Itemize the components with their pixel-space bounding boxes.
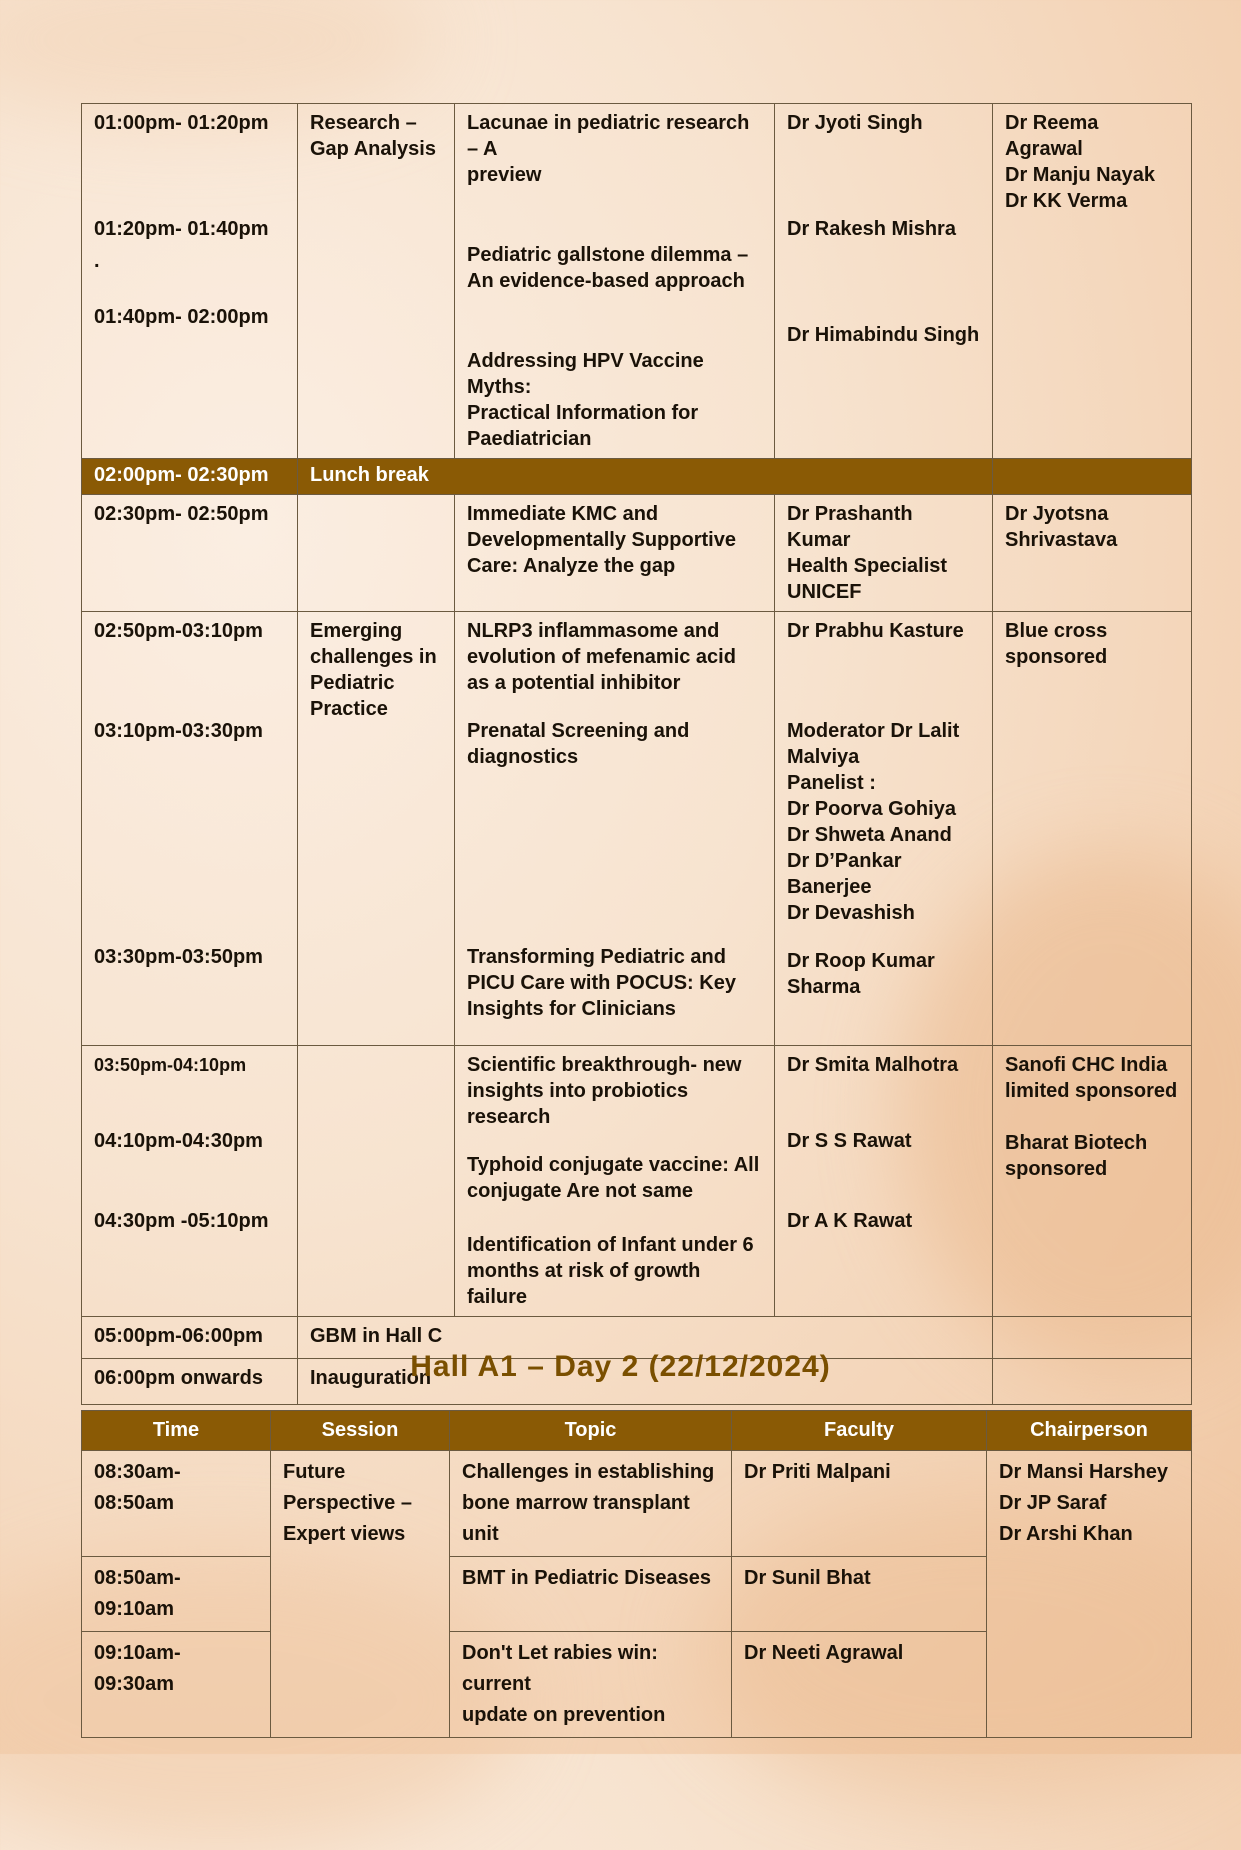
topic-cell [450, 1451, 732, 1557]
topic-cell [455, 612, 775, 1046]
faculty-cell [775, 612, 993, 1046]
time-cell [82, 459, 298, 495]
session-cell [298, 459, 993, 495]
session-title: Research – Gap Analysis [310, 112, 436, 160]
column-header: Session [271, 1411, 450, 1451]
chairperson-names: Sanofi CHC India limited sponsored [1005, 1054, 1178, 1102]
bullet-dot: . [94, 250, 100, 272]
faculty-name: Dr Roop Kumar Sharma [787, 950, 935, 998]
time-slot: 03:30pm-03:50pm [94, 946, 263, 968]
session-cell [271, 1451, 450, 1738]
column-header: Chairperson [987, 1411, 1192, 1451]
topic-text: Pediatric gallstone dilemma – An evidence-based approach [467, 244, 749, 292]
faculty-cell [732, 1632, 987, 1738]
column-header: Time [82, 1411, 271, 1451]
header-row [82, 1411, 1192, 1451]
column-header: Topic [450, 1411, 732, 1451]
session-title: Future Perspective – Expert views [283, 1461, 412, 1545]
faculty-name: Dr A K Rawat [787, 1210, 913, 1232]
faculty-name: Dr Prashanth Kumar Health Specialist UNICEF [787, 503, 948, 603]
time-cell [82, 1557, 271, 1632]
time-slot: 09:10am-09:30am [94, 1642, 181, 1695]
session-cell [298, 495, 455, 612]
faculty-name: Dr Himabindu Singh [787, 324, 980, 346]
topic-cell [455, 495, 775, 612]
table-row [82, 459, 1192, 495]
faculty-name: Dr Neeti Agrawal [744, 1642, 904, 1664]
time-cell [82, 104, 298, 459]
topic-text: Typhoid conjugate vaccine: All conjugate Are not same [467, 1154, 760, 1202]
topic-text: Transforming Pediatric and PICU Care with POCUS: Key Insights for Clinicians [467, 946, 736, 1020]
faculty-name: Moderator Dr Lalit Malviya Panelist : Dr Poorva Gohiya Dr Shweta Anand Dr D’Pankar Banerjee Dr Devashish [787, 720, 960, 924]
session-title: Inauguration [310, 1367, 432, 1389]
topic-text: Immediate KMC and Developmentally Supportive Care: Analyze the gap [467, 503, 736, 577]
faculty-name: Dr Priti Malpani [744, 1461, 891, 1483]
time-slot: 02:50pm-03:10pm [94, 620, 263, 642]
topic-text: Scientific breakthrough- new insights into probiotics research [467, 1054, 742, 1128]
chairperson-names: Dr Mansi Harshey Dr JP Saraf Dr Arshi Khan [999, 1461, 1168, 1545]
time-slot: 02:30pm- 02:50pm [94, 503, 269, 525]
schedule-table-day1 [81, 103, 1192, 1405]
faculty-cell [775, 104, 993, 459]
table-row [82, 1451, 1192, 1557]
time-slot: 04:30pm -05:10pm [94, 1210, 269, 1232]
topic-text: Don't Let rabies win: current update on prevention [462, 1642, 666, 1726]
time-slot: 01:00pm- 01:20pm [94, 112, 269, 134]
faculty-name: Dr S S Rawat [787, 1130, 912, 1152]
chair-cell [993, 1046, 1192, 1317]
faculty-cell [732, 1451, 987, 1557]
session-cell [298, 104, 455, 459]
chairperson-names: Blue cross sponsored [1005, 620, 1108, 668]
chair-cell [993, 104, 1192, 459]
time-slot: 01:20pm- 01:40pm [94, 218, 269, 240]
faculty-name: Dr Rakesh Mishra [787, 218, 956, 240]
faculty-cell [732, 1557, 987, 1632]
topic-cell [455, 1046, 775, 1317]
session-title: Emerging challenges in Pediatric Practice [310, 620, 437, 720]
faculty-name: Dr Prabhu Kasture [787, 620, 964, 642]
topic-cell [455, 104, 775, 459]
session-cell [298, 1046, 455, 1317]
table-row [82, 104, 1192, 459]
session-cell [298, 612, 455, 1046]
table-row [82, 612, 1192, 1046]
section-title: Hall A1 – Day 2 (22/12/2024) [410, 1350, 831, 1383]
faculty-cell [775, 495, 993, 612]
session-title: GBM in Hall C [310, 1325, 443, 1347]
topic-cell [450, 1632, 732, 1738]
chairperson-names: Dr Jyotsna Shrivastava [1005, 503, 1118, 551]
time-cell [82, 495, 298, 612]
faculty-name: Dr Sunil Bhat [744, 1567, 871, 1589]
column-header: Faculty [732, 1411, 987, 1451]
time-slot: 04:10pm-04:30pm [94, 1130, 263, 1152]
chair-cell [993, 495, 1192, 612]
topic-cell [450, 1557, 732, 1632]
topic-text: Addressing HPV Vaccine Myths: Practical Information for Paediatrician [467, 350, 704, 450]
time-slot: 03:10pm-03:30pm [94, 720, 263, 742]
table-row [82, 1046, 1192, 1317]
time-cell [82, 1046, 298, 1317]
faculty-cell [775, 1046, 993, 1317]
table-row [82, 495, 1192, 612]
time-slot: 01:40pm- 02:00pm [94, 306, 269, 328]
chair-cell [987, 1451, 1192, 1738]
time-slot: 03:50pm-04:10pm [94, 1055, 247, 1075]
time-slot: 08:30am-08:50am [94, 1461, 181, 1514]
topic-text: Lacunae in pediatric research – A preview [467, 112, 750, 186]
time-slot: 08:50am-09:10am [94, 1567, 181, 1620]
time-cell [82, 1451, 271, 1557]
time-cell [82, 1632, 271, 1738]
schedule-table-day2 [81, 1410, 1192, 1738]
chairperson-names: Dr Reema Agrawal Dr Manju Nayak Dr KK Verma [1005, 112, 1156, 212]
time-slot: 02:00pm- 02:30pm [94, 464, 269, 486]
topic-text: NLRP3 inflammasome and evolution of mefenamic acid as a potential inhibitor [467, 620, 736, 694]
chairperson-names: Bharat Biotech sponsored [1005, 1132, 1148, 1180]
session-title: Lunch break [310, 464, 429, 486]
time-slot: 05:00pm-06:00pm [94, 1325, 263, 1347]
topic-text: BMT in Pediatric Diseases [462, 1567, 711, 1589]
time-slot: 06:00pm onwards [94, 1367, 263, 1389]
time-cell [82, 612, 298, 1046]
chair-cell [993, 612, 1192, 1046]
faculty-name: Dr Smita Malhotra [787, 1054, 959, 1076]
topic-text: Identification of Infant under 6 months at risk of growth failure [467, 1234, 754, 1308]
chair-cell [993, 459, 1192, 495]
faculty-name: Dr Jyoti Singh [787, 112, 923, 134]
topic-text: Prenatal Screening and diagnostics [467, 720, 690, 768]
topic-text: Challenges in establishing bone marrow transplant unit [462, 1461, 715, 1545]
